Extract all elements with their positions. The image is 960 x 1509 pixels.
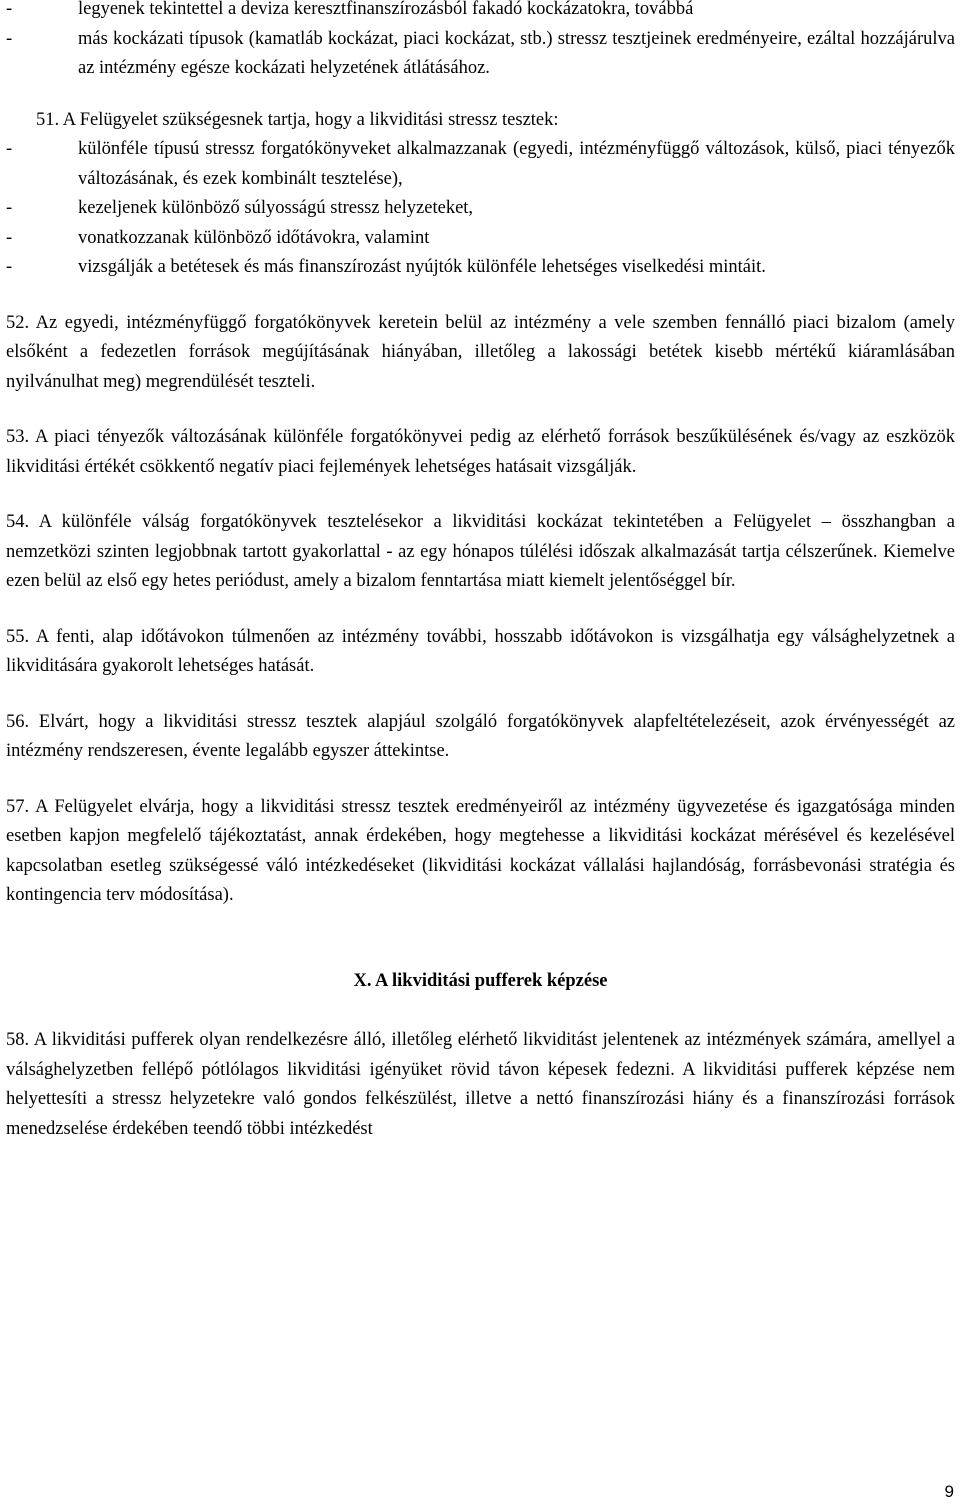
- paragraph-51-list: [6, 135, 955, 283]
- list-dash: -: [6, 227, 13, 248]
- list-item: [6, 253, 955, 283]
- list-item: [6, 194, 955, 224]
- list-dash: -: [6, 28, 13, 49]
- top-list: [6, 0, 955, 84]
- paragraph-text: 52. Az egyedi, intézményfüggő forgatókönyvek keretein belül az intézmény a vele szemben fennálló piaci bizalom (amely elsőként a fedezetlen források megújításának hiányában, illetőleg a lakossági betétek kisebb mértékű kiáramlásában nyilvánulhat meg) megrendülését teszteli.: [6, 312, 955, 392]
- list-dash: -: [6, 139, 13, 159]
- paragraph-53: [6, 423, 955, 482]
- paragraph-text: 57. A Felügyelet elvárja, hogy a likviditási stressz tesztek eredményeiről az intézmény ügyvezetése és igazgatósága minden esetben kapjon megfelelő tájékoztatást, annak érdekében, hogy megtehesse a likviditási kockázat mérésével és kezelésével kapcsolatban esetleg szükségessé váló intézkedéseket (likviditási kockázat vállalási hajlandóság, forrásbevonási stratégia és kontingencia terv módosítása).: [6, 796, 955, 905]
- list-dash: -: [6, 257, 13, 277]
- list-item-text: kezeljenek különböző súlyosságú stressz helyzeteket,: [78, 198, 474, 218]
- paragraph-52: [6, 309, 955, 398]
- list-item-text: vizsgálják a betétesek és más finanszírozást nyújtók különféle lehetséges viselkedési mintáit.: [78, 257, 766, 277]
- list-dash: -: [6, 198, 13, 218]
- paragraph-55: [6, 623, 955, 682]
- list-item-text: különféle típusú stressz forgatókönyveket alkalmazzanak (egyedi, intézményfüggő változások, külső, piaci tényezők változásának, és ezek kombinált tesztelése),: [78, 139, 955, 189]
- list-item: [6, 25, 955, 84]
- paragraph-51: [6, 106, 955, 283]
- document-page: [6, 0, 955, 1144]
- section-heading: X. A likviditási pufferek képzése: [353, 970, 608, 991]
- list-item: [6, 0, 955, 25]
- paragraph-text: 55. A fenti, alap időtávokon túlmenően az intézmény további, hosszabb időtávokon is vizsgálhatja egy válsághelyzetnek a likviditására gyakorolt lehetséges hatását.: [6, 626, 955, 676]
- paragraph-56: [6, 708, 955, 767]
- list-item-text: legyenek tekintettel a deviza keresztfinanszírozásból fakadó kockázatokra, továbbá: [78, 0, 694, 19]
- paragraph-text: 58. A likviditási pufferek olyan rendelkezésre álló, illetőleg elérhető likviditást jelentenek az intézmények számára, amellyel a válsághelyzetben fellépő pótlólagos likviditási igényüket rövid távon képesek fedezni. A likviditási pufferek képzése nem helyettesíti a stressz helyzetekre való gondos felkészülést, illetve a nettó finanszírozási hiány és a finanszírozási források menedzselése érdekében teendő többi intézkedést: [6, 1030, 955, 1139]
- paragraph-54: [6, 508, 955, 597]
- page-number: 9: [944, 1482, 954, 1501]
- paragraph-text: 53. A piaci tényezők változásának különféle forgatókönyvei pedig az elérhető források beszűkülésének és/vagy az eszközök likviditási értékét csökkentő negatív piaci fejlemények lehetséges hatásait vizsgálják.: [6, 427, 955, 477]
- paragraph-57: [6, 793, 955, 911]
- list-dash: -: [6, 0, 13, 19]
- list-item: [6, 135, 955, 194]
- list-item: [6, 224, 955, 254]
- list-item-text: vonatkozzanak különböző időtávokra, valamint: [78, 227, 430, 248]
- list-item-text: más kockázati típusok (kamatláb kockázat, piaci kockázat, stb.) stressz tesztjeinek eredményeire, ezáltal hozzájárulva az intézmény egésze kockázati helyzetének átlátásához.: [78, 28, 955, 78]
- paragraph-text: 56. Elvárt, hogy a likviditási stressz tesztek alapjául szolgáló forgatókönyvek alapfeltételezéseit, azok érvényességét az intézmény rendszeresen, évente legalább egyszer áttekintse.: [6, 711, 955, 761]
- paragraph-text: 54. A különféle válság forgatókönyvek tesztelésekor a likviditási kockázat tekintetében a Felügyelet – összhangban a nemzetközi szinten legjobbnak tartott gyakorlattal - az egy hónapos túlélési időszak alkalmazását tartja célszerűnek. Kiemelve ezen belül az első egy hetes periódust, amely a bizalom fenntartása miatt kiemelt jelentőséggel bír.: [6, 512, 955, 591]
- paragraph-58: [6, 1026, 955, 1144]
- paragraph-51-intro: 51. A Felügyelet szükségesnek tartja, hogy a likviditási stressz tesztek:: [36, 109, 559, 130]
